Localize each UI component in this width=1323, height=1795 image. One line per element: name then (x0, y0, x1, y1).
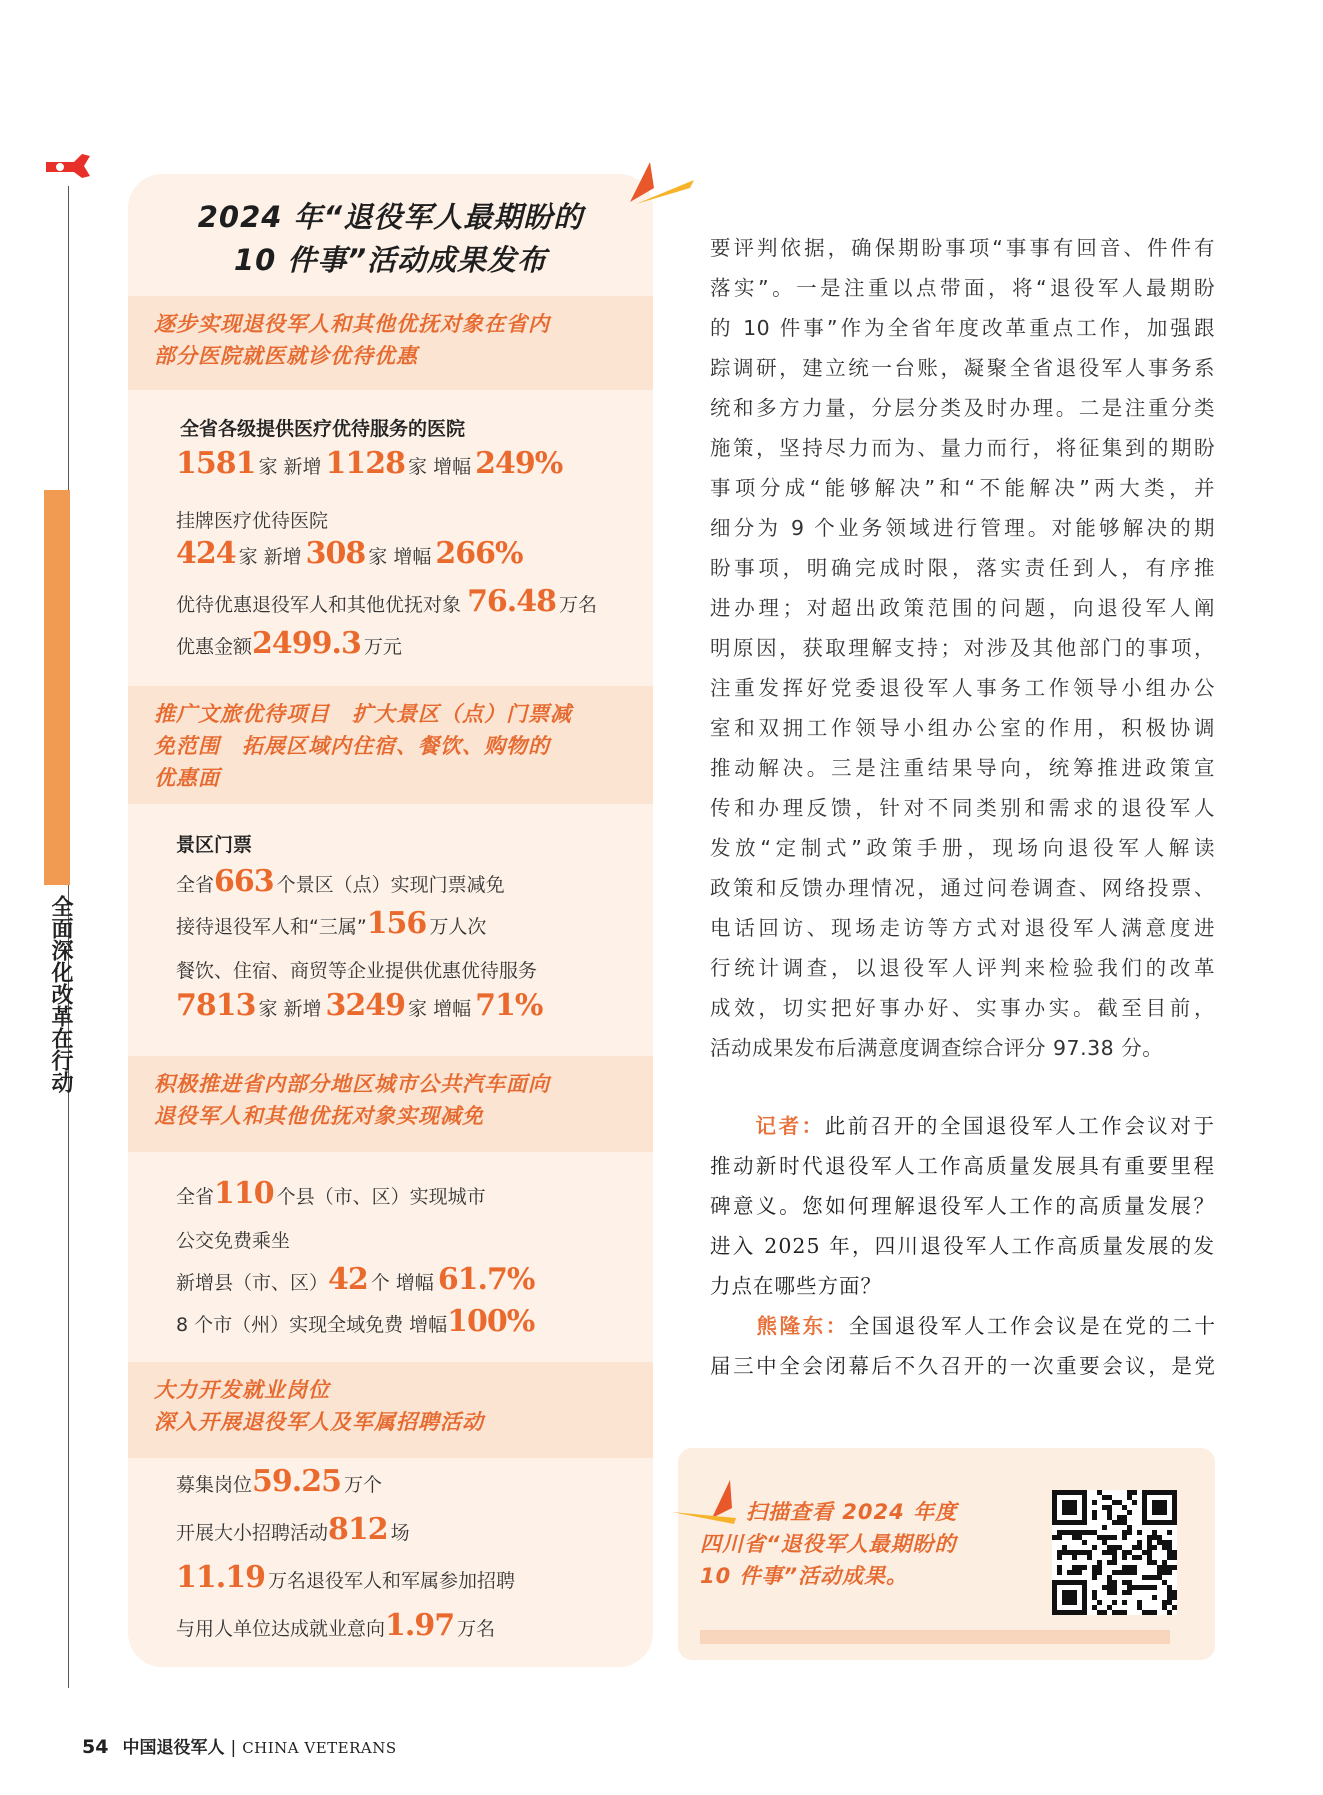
stat-unit: 家 增幅 (408, 456, 472, 478)
stat-unit: 万元 (363, 636, 402, 658)
qr-callout-strip (700, 1630, 1170, 1644)
section-color-bar (44, 490, 70, 885)
magazine-name-cn: 中国退役军人 (122, 1738, 225, 1758)
answer-line: 届三中全会闭幕后不久召开的一次重要会议，是党 (710, 1354, 1215, 1378)
article-line: 注重发挥好党委退役军人事务工作领导小组办公 (710, 676, 1215, 700)
question-line: 记者：此前召开的全国退役军人工作会议对于 (754, 1114, 1216, 1138)
stat-unit: 万名 (457, 1618, 496, 1640)
qr-caption-line: 10 件事”活动成果。 (700, 1564, 909, 1588)
stat-row (176, 1512, 414, 1547)
stat-number: 61.7% (437, 1262, 535, 1297)
stat-unit: 个县（市、区）实现城市 (276, 1186, 486, 1208)
article-body (710, 228, 1215, 1068)
stat-number: 1128 (325, 446, 406, 481)
stat-number: 110 (214, 1176, 274, 1211)
section-label: 全面深化改革在行动 (48, 895, 73, 1093)
magazine-name-en: CHINA VETERANS (242, 1739, 397, 1757)
question-line: 进入 2025 年，四川退役军人工作高质量发展的发 (710, 1234, 1215, 1258)
question-line: 碑意义。您如何理解退役军人工作的高质量发展？ (710, 1194, 1215, 1218)
article-line: 踪调研，建立统一台账，凝聚全省退役军人事务系 (710, 356, 1215, 380)
stat-number: 11.19 (176, 1560, 265, 1595)
stat-row (176, 1176, 490, 1211)
article-line: 细分为 9 个业务领域进行管理。对能够解决的期 (710, 516, 1215, 540)
stat-unit: 场 (390, 1522, 410, 1544)
article-line: 室和双拥工作领导小组办公室的作用，积极协调 (710, 716, 1215, 740)
article-line: 要评判依据，确保期盼事项“事事有回音、件件有 (710, 236, 1215, 260)
stat-row (176, 446, 562, 481)
article-line: 统和多方力量，分层分类及时办理。二是注重分类 (710, 396, 1215, 420)
section-heading-band (128, 686, 653, 804)
question-line: 推动新时代退役军人工作高质量发展具有重要里程 (710, 1154, 1215, 1178)
article-line: 明原因，获取理解支持；对涉及其他部门的事项， (710, 636, 1215, 660)
stat-number: 156 (366, 906, 427, 941)
section-heading-line: 推广文旅优待项目 扩大景区（点）门票减 (154, 702, 572, 726)
interview-qa (710, 1106, 1215, 1386)
stat-label: 景区门票 (176, 834, 253, 856)
stat-number: 266% (435, 536, 523, 571)
page-number: 54 (82, 1736, 109, 1758)
stat-unit: 家 增幅 (408, 998, 472, 1020)
stat-number: 3249 (325, 988, 406, 1023)
article-line: 成效，切实把好事办好、实事办实。截至目前， (710, 996, 1215, 1020)
article-line: 落实”。一是注重以点带面，将“退役军人最期盼 (710, 276, 1215, 300)
stat-unit: 家 新增 (238, 546, 302, 568)
section-heading-band (128, 1362, 653, 1458)
stat-number: 2499.3 (252, 626, 361, 661)
stat-unit: 个景区（点）实现门票减免 (276, 874, 505, 896)
section-heading-band (128, 296, 653, 390)
section-heading-line: 深入开展退役军人及军属招聘活动 (154, 1410, 484, 1434)
article-line: 发放“定制式”政策手册，现场向退役军人解读 (710, 836, 1215, 860)
footer-separator: | (230, 1738, 237, 1758)
stat-unit: 万名退役军人和军属参加招聘 (267, 1570, 515, 1592)
article-line: 进办理；对超出政策范围的问题，向退役军人阐 (710, 596, 1215, 620)
stat-row (176, 584, 601, 619)
stat-row (176, 1464, 386, 1499)
article-line: 活动成果发布后满意度调查综合评分 97.38 分。 (710, 1036, 1164, 1060)
stat-number: 42 (328, 1262, 368, 1297)
stat-row (176, 864, 509, 899)
stat-number: 76.48 (467, 584, 557, 619)
stat-row (176, 988, 542, 1023)
qr-code-icon[interactable] (1052, 1490, 1177, 1615)
stat-number: 663 (214, 864, 274, 899)
stat-number: 308 (305, 536, 366, 571)
stat-row (176, 1304, 534, 1339)
stat-row (176, 906, 490, 941)
stat-number: 249% (475, 446, 563, 481)
section-heading-line: 积极推进省内部分地区城市公共汽车面向 (154, 1072, 550, 1096)
stat-unit: 万个 (343, 1474, 382, 1496)
stat-number: 59.25 (252, 1464, 341, 1499)
stat-text: 挂牌医疗优待医院 (176, 510, 329, 532)
stat-text: 开展大小招聘活动 (176, 1522, 329, 1544)
stat-number: 100% (447, 1304, 535, 1339)
question-line: 力点在哪些方面？ (710, 1274, 882, 1298)
article-line: 盼事项，明确完成时限，落实责任到人，有序推 (710, 556, 1215, 580)
stat-row (176, 536, 522, 571)
panel-title-line: 2024 年“退役军人最期盼的 (197, 200, 584, 234)
stat-text: 新增县（市、区） (176, 1272, 329, 1294)
stat-text: 优待优惠退役军人和其他优抚对象 (176, 594, 462, 616)
section-heading-line: 逐步实现退役军人和其他优抚对象在省内 (154, 312, 550, 336)
article-line: 电话回访、现场走访等方式对退役军人满意度进 (710, 916, 1215, 940)
section-heading-line: 免范围 拓展区域内住宿、餐饮、购物的 (154, 734, 550, 758)
section-heading-line: 部分医院就医就诊优待优惠 (154, 344, 418, 368)
stat-text: 全省 (176, 1186, 215, 1208)
section-heading-line: 退役军人和其他优抚对象实现减免 (154, 1104, 484, 1128)
qr-caption (700, 1496, 1030, 1592)
section-heading-line: 优惠面 (154, 766, 220, 790)
stat-row (176, 1560, 519, 1595)
article-line: 施策，坚持尽力而为、量力而行，将征集到的期盼 (710, 436, 1215, 460)
stat-number: 1581 (176, 446, 256, 481)
stat-text: 优惠金额 (176, 636, 253, 658)
stat-number: 7813 (176, 988, 256, 1023)
qr-caption-line: 四川省“退役军人最期盼的 (700, 1532, 957, 1556)
answer-speaker-label: 熊隆东： (754, 1314, 849, 1338)
stat-text: 公交免费乘坐 (176, 1230, 291, 1252)
article-line: 传和办理反馈，针对不同类别和需求的退役军人 (710, 796, 1215, 820)
stat-number: 71% (475, 988, 543, 1023)
stat-unit: 家 增幅 (368, 546, 432, 568)
stat-row (176, 1262, 534, 1297)
panel-title (128, 196, 653, 282)
stat-number: 424 (176, 536, 236, 571)
stat-unit: 家 新增 (258, 456, 322, 478)
section-heading-band (128, 1056, 653, 1152)
article-line: 事项分成“能够解决”和“不能解决”两大类，并 (710, 476, 1215, 500)
stat-text: 全省 (176, 874, 215, 896)
stat-row (176, 626, 406, 661)
article-line: 推动解决。三是注重结果导向，统筹推进政策宣 (710, 756, 1215, 780)
stat-unit: 万名 (559, 594, 598, 616)
page-footer (82, 1733, 397, 1758)
stat-number: 812 (328, 1512, 388, 1547)
stat-text: 8 个市（州）实现全域免费 增幅 (176, 1314, 448, 1336)
article-line: 政策和反馈办理情况，通过问卷调查、网络投票、 (710, 876, 1215, 900)
panel-title-line: 10 件事”活动成果发布 (233, 243, 548, 277)
stat-unit: 个 增幅 (370, 1272, 434, 1294)
magazine-logo-icon (44, 152, 92, 182)
article-line: 行统计调查，以退役军人评判来检验我们的改革 (710, 956, 1215, 980)
stat-unit: 家 新增 (258, 998, 322, 1020)
article-line: 的 10 件事”作为全省年度改革重点工作，加强跟 (710, 316, 1215, 340)
stat-label: 全省各级提供医疗优待服务的医院 (180, 418, 466, 440)
reporter-label: 记者： (754, 1114, 825, 1138)
stat-text: 与用人单位达成就业意向 (176, 1618, 386, 1640)
stat-text: 募集岗位 (176, 1474, 253, 1496)
stat-text: 餐饮、住宿、商贸等企业提供优惠优待服务 (176, 960, 538, 982)
answer-line: 熊隆东：全国退役军人工作会议是在党的二十 (754, 1314, 1215, 1338)
qr-caption-line: 扫描查看 2024 年度 (746, 1500, 958, 1524)
stat-row (176, 1608, 499, 1643)
stat-unit: 万人次 (429, 916, 487, 938)
stat-number: 1.97 (385, 1608, 455, 1643)
section-heading-line: 大力开发就业岗位 (154, 1378, 330, 1402)
stat-text: 接待退役军人和“三属” (176, 916, 367, 938)
